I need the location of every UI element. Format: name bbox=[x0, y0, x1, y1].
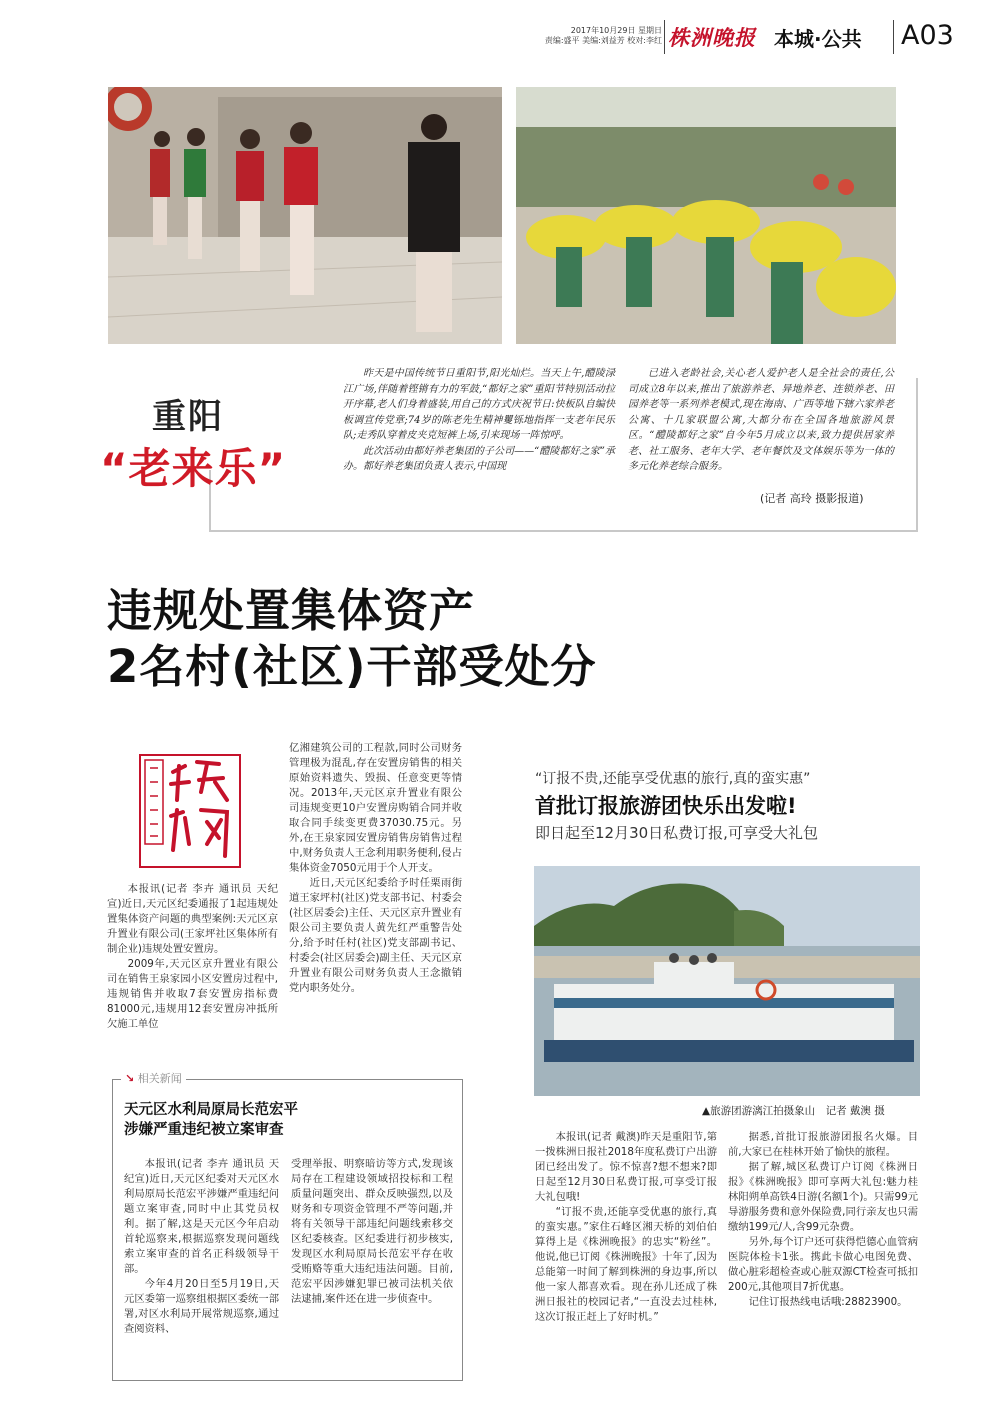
travel-paragraph: 另外,每个订户还可获得恺德心血管病医院体检卡1张。携此卡做心电图免费、做心脏彩超检查或心脏双源CT检查可抵扣200元,其他项目7折优惠。 bbox=[728, 1236, 918, 1293]
travel-paragraph: 据悉,首批订报旅游团报名火爆。目前,大家已在桂林开始了愉快的旅程。 bbox=[728, 1131, 918, 1158]
related-news-label: 相关新闻 bbox=[137, 1072, 182, 1085]
travel-subtitle: 即日起至12月30日私费订报,可享受大礼包 bbox=[535, 824, 818, 842]
feature-credit: (记者 高玲 摄影报道) bbox=[760, 492, 864, 505]
section-name: 本城·公共 bbox=[774, 27, 862, 51]
main-column-1 bbox=[107, 882, 278, 1032]
travel-paragraph: 本报讯(记者 戴澳)昨天是重阳节,第一拨株洲日报社2018年度私费订户出游团已经出发了。惊不惊喜?想不想来?即日起至12月30日私费订报,可享受订报大礼包哦! bbox=[535, 1131, 717, 1203]
related-paragraph: 今年4月20日至5月19日,天元区委第一巡察组根据区委统一部署,对区水利局开展常规巡察,通过查阅资料、 bbox=[124, 1278, 279, 1335]
feature-title-line1: 重阳 bbox=[152, 397, 224, 437]
travel-title: 首批订报旅游团快乐出发啦! bbox=[535, 794, 797, 818]
main-paragraph: 近日,天元区纪委给予时任栗雨街道王家坪村(社区)党支部书记、村委会(社区居委会)主任、天元区京升置业有限公司主要负责人黄先红严重警告处分,给予时任村(社区)党支部副书记、村委会(社区居委会)副主任、天元区京升置业有限公司财务负责人王念撤销党内职务处分。 bbox=[289, 877, 462, 994]
feature-paragraph: 昨天是中国传统节日重阳节,阳光灿烂。当天上午,醴陵渌江广场,伴随着铿锵有力的军鼓,“都好之家”重阳节特别活动拉开序幕,老人们身着盛装,用自己的方式庆祝节日:快板队自编快板调宣传党章;74岁的陈老先生精神矍铄地指挥一支老年民乐队;走秀队穿着皮夹克短裤上场,引来现场一阵惊呼。 bbox=[343, 368, 615, 441]
travel-column-1 bbox=[535, 1130, 717, 1325]
arrow-icon: ↘ bbox=[125, 1072, 135, 1085]
page-number: A03 bbox=[901, 20, 954, 51]
related-title-line1: 天元区水利局原局长范宏平 bbox=[124, 1102, 298, 1118]
feature-paragraph: 此次活动由都好养老集团的子公司——“醴陵都好之家”承办。都好养老集团负责人表示,中国现 bbox=[343, 445, 615, 472]
feature-column-1 bbox=[343, 366, 615, 475]
newspaper-logo: 株洲晚报 bbox=[668, 25, 756, 50]
travel-paragraph: “订报不贵,还能享受优惠的旅行,真的蛮实惠。”家住石峰区湘天桥的刘伯伯算得上是《株洲晚报》的忠实“粉丝”。他说,他已订阅《株洲晚报》十年了,因为总能第一时间了解到株洲的身边事,所以他一家人都喜欢看。现在孙儿还成了株洲日报社的校园记者,“一直没去过桂林,这次订报正赶上了好时机。” bbox=[535, 1206, 717, 1323]
related-news-title bbox=[124, 1100, 298, 1140]
related-column-1 bbox=[124, 1157, 279, 1337]
related-news-tag bbox=[121, 1070, 186, 1086]
travel-paragraph: 记住订报热线电话哦:28823900。 bbox=[748, 1296, 908, 1308]
travel-quote: “订报不贵,还能享受优惠的旅行,真的蛮实惠” bbox=[535, 771, 811, 787]
tour-boat-photo bbox=[534, 866, 920, 1096]
main-paragraph: 本报讯(记者 李卉 通讯员 天纪宣)近日,天元区纪委通报了1起违规处置集体资产问题的典型案例:天元区京升置业有限公司(王家坪社区集体所有制企业)违规处置安置房。 bbox=[107, 883, 278, 955]
main-column-2 bbox=[289, 741, 462, 996]
related-paragraph: 受理举报、明察暗访等方式,发现该局存在工程建设领域招投标和工程质量问题突出、群众反映强烈,以及财务和专项资金管理不严等问题,并将有关领导干部违纪问题线索移交区纪委核查。区纪委进行初步核实,发现区水利局原局长范宏平存在收受贿赂等重大违纪违法问题。目前,范宏平因涉嫌犯罪已被司法机关依法逮捕,案件还在进一步侦查中。 bbox=[291, 1158, 453, 1305]
related-column-2 bbox=[291, 1157, 453, 1307]
feature-paragraph: 已进入老龄社会,关心老人爱护老人是全社会的责任,公司成立8年以来,推出了旅游养老、异地养老、连锁养老、田园养老等一系列养老模式,现在海南、广西等地下辖六家养老公寓、十几家联盟公寓,大都分布在全国各地旅游风景区。“醴陵都好之家”自今年5月成立以来,致力提供居家养老、社工服务、老年大学、老年餐饮及文体娱乐等为一体的多元化养老综合服务。 bbox=[628, 368, 894, 472]
header-date: 2017年10月29日 星期日 bbox=[570, 26, 662, 35]
main-headline bbox=[107, 583, 596, 695]
dance-performance-photo bbox=[516, 87, 896, 344]
clean-wind-seal-logo bbox=[137, 752, 243, 870]
travel-paragraph: 据了解,城区私费订户订阅《株洲日报》《株洲晚报》即可享两大礼包:魅力桂林阳朔单高铁4日游(名额1个)。只需99元导游服务费和意外保险费,同行亲友也只需缴纳199元/人,含99元杂费。 bbox=[728, 1161, 918, 1233]
related-title-line2: 涉嫌严重违纪被立案审查 bbox=[124, 1122, 284, 1138]
header-divider bbox=[893, 20, 894, 54]
header-meta bbox=[520, 26, 662, 46]
header-editors: 责编:盛平 美编:刘益芳 校对:李红 bbox=[544, 36, 662, 45]
headline-line1: 违规处置集体资产 bbox=[107, 584, 476, 637]
photo-caption: ▲旅游团游漓江拍摄象山 记者 戴澳 摄 bbox=[702, 1105, 885, 1117]
feature-column-2 bbox=[628, 366, 894, 475]
travel-column-2 bbox=[728, 1130, 918, 1310]
main-paragraph: 2009年,天元区京升置业有限公司在销售王泉家园小区安置房过程中,违规销售并收取7套安置房指标费81000元,违规用12套安置房冲抵所欠施工单位 bbox=[107, 958, 278, 1030]
main-paragraph: 亿湘建筑公司的工程款,同时公司财务管理极为混乱,存在安置房销售的相关原始资料遗失、毁损、任意变更等情况。2013年,天元区京升置业有限公司违规变更10户安置房购销合同并收取合同手续变更费37030.75元。另外,在王泉家园安置房销售房销售过程中,财务负责人王念利用职务便利,侵占集体资金7050元用于个人开支。 bbox=[289, 742, 462, 874]
header-divider bbox=[664, 20, 665, 54]
feature-title-line2: “老来乐” bbox=[100, 444, 287, 493]
fashion-show-photo bbox=[108, 87, 502, 344]
headline-line2: 2名村(社区)干部受处分 bbox=[107, 640, 597, 693]
related-paragraph: 本报讯(记者 李卉 通讯员 天纪宣)近日,天元区纪委对天元区水利局原局长范宏平涉嫌严重违纪问题立案审查,同时中止其党员权利。据了解,这是天元区今年启动首轮巡察来,根据巡察发现问题线索立案审查的首名正科级领导干部。 bbox=[124, 1158, 279, 1275]
